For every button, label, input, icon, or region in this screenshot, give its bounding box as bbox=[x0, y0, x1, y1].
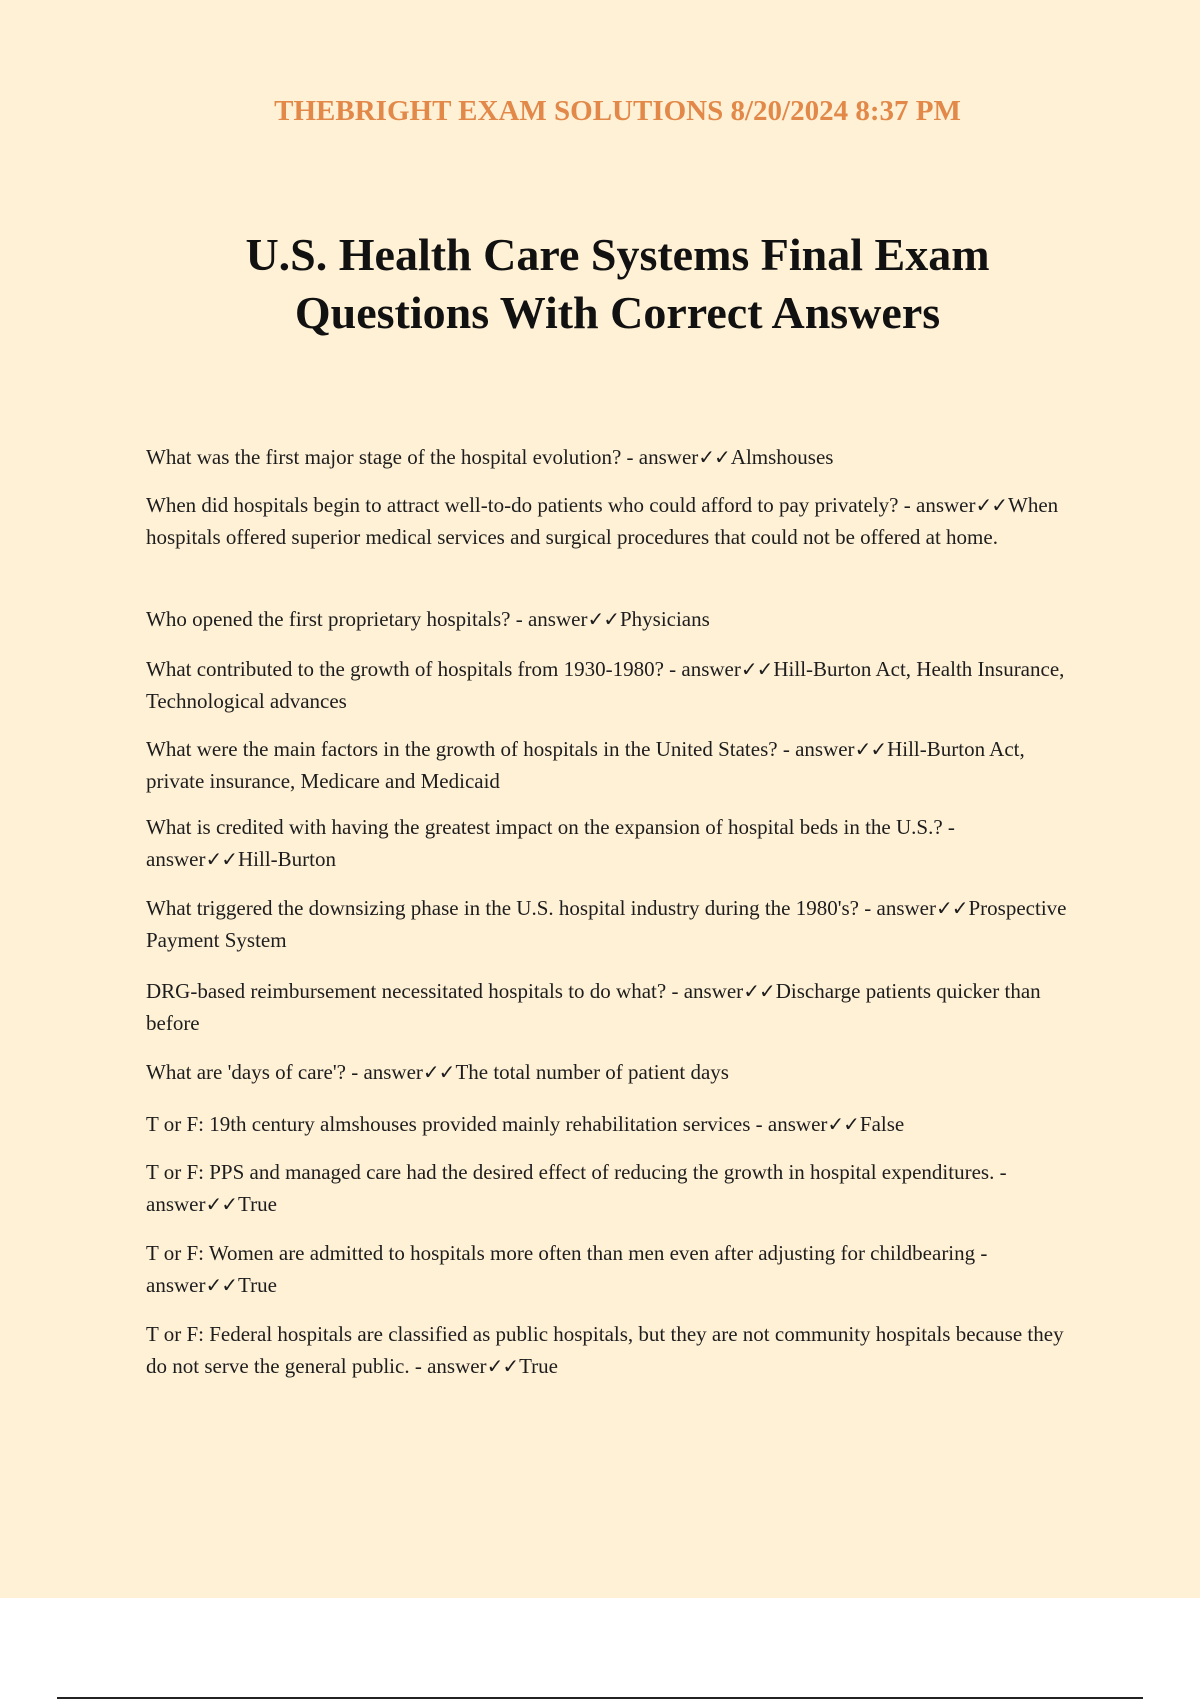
answer-text: True bbox=[519, 1354, 558, 1378]
answer-text: When hospitals offered superior medical services and surgical procedures that could not be offered at home. bbox=[146, 493, 1059, 549]
title-line-2: Questions With Correct Answers bbox=[294, 287, 941, 338]
question-text: T or F: PPS and managed care had the desired effect of reducing the growth in hospital expenditures. - bbox=[146, 1160, 1007, 1184]
check-icon: ✓✓ bbox=[486, 1354, 519, 1378]
check-icon: ✓✓ bbox=[935, 896, 968, 920]
answer-prefix: answer bbox=[767, 1112, 828, 1136]
answer-prefix: answer bbox=[427, 1354, 487, 1378]
page-header: THEBRIGHT EXAM SOLUTIONS 8/20/2024 8:37 PM bbox=[274, 95, 961, 127]
answer-prefix: answer bbox=[876, 896, 936, 920]
question-text: When did hospitals begin to attract well-to-do patients who could afford to pay privately? - bbox=[146, 493, 916, 517]
check-icon: ✓✓ bbox=[740, 657, 773, 681]
qa-item-3 bbox=[146, 603, 1086, 635]
answer-text: Prospective Payment System bbox=[146, 896, 1067, 952]
question-text: What is credited with having the greatest impact on the expansion of hospital beds in the U.S.? - bbox=[146, 815, 955, 839]
answer-prefix: answer bbox=[916, 493, 976, 517]
qa-item-8 bbox=[146, 975, 1086, 1039]
question-text: DRG-based reimbursement necessitated hospitals to do what? - bbox=[146, 979, 684, 1003]
check-icon: ✓✓ bbox=[422, 1060, 455, 1084]
answer-text: Physicians bbox=[619, 607, 710, 631]
footer-divider bbox=[57, 1697, 1143, 1699]
qa-item-13 bbox=[146, 1318, 1086, 1382]
check-icon: ✓✓ bbox=[854, 737, 887, 761]
question-text: T or F: Federal hospitals are classified as public hospitals, but they are not community hospitals because they do not serve the general public. - bbox=[146, 1322, 1064, 1378]
answer-text: False bbox=[859, 1112, 905, 1136]
answer-prefix: answer bbox=[527, 607, 588, 631]
qa-item-7 bbox=[146, 892, 1086, 956]
qa-item-11 bbox=[146, 1156, 1086, 1220]
check-icon: ✓✓ bbox=[587, 607, 619, 631]
check-icon: ✓✓ bbox=[205, 1273, 237, 1297]
question-text: What are 'days of care'? - bbox=[146, 1060, 364, 1084]
answer-prefix: answer bbox=[795, 737, 855, 761]
question-text: Who opened the first proprietary hospitals? - bbox=[146, 607, 528, 631]
qa-item-5 bbox=[146, 733, 1086, 797]
answer-prefix: answer bbox=[363, 1060, 423, 1084]
question-text: What were the main factors in the growth of hospitals in the United States? - bbox=[146, 737, 796, 761]
answer-text: Almshouses bbox=[730, 445, 834, 469]
check-icon: ✓✓ bbox=[698, 445, 730, 469]
qa-item-2 bbox=[146, 489, 1086, 553]
answer-prefix: answer bbox=[683, 979, 744, 1003]
check-icon: ✓✓ bbox=[975, 493, 1007, 517]
answer-text: True bbox=[238, 1273, 277, 1297]
answer-text: True bbox=[238, 1192, 277, 1216]
check-icon: ✓✓ bbox=[205, 847, 237, 871]
qa-item-9 bbox=[146, 1056, 1086, 1088]
question-text: What contributed to the growth of hospitals from 1930-1980? - bbox=[146, 657, 682, 681]
answer-prefix: answer bbox=[638, 445, 699, 469]
qa-item-4 bbox=[146, 653, 1086, 717]
check-icon: ✓✓ bbox=[827, 1112, 859, 1136]
answer-text: Hill-Burton bbox=[238, 847, 336, 871]
question-text: What was the first major stage of the hospital evolution? - bbox=[146, 445, 639, 469]
answer-text: Hill-Burton Act, Health Insurance, Technological advances bbox=[146, 657, 1065, 713]
answer-prefix: answer bbox=[681, 657, 741, 681]
answer-prefix: answer bbox=[146, 1273, 206, 1297]
question-text: T or F: 19th century almshouses provided mainly rehabilitation services - bbox=[146, 1112, 768, 1136]
page-title bbox=[0, 226, 1200, 342]
answer-prefix: answer bbox=[146, 847, 206, 871]
answer-text: Hill-Burton Act, private insurance, Medicare and Medicaid bbox=[146, 737, 1025, 793]
check-icon: ✓✓ bbox=[743, 979, 775, 1003]
qa-item-12 bbox=[146, 1237, 1086, 1301]
qa-item-6 bbox=[146, 811, 1086, 875]
question-text: What triggered the downsizing phase in the U.S. hospital industry during the 1980's? - bbox=[146, 896, 877, 920]
answer-prefix: answer bbox=[146, 1192, 206, 1216]
title-line-1: U.S. Health Care Systems Final Exam bbox=[245, 229, 990, 280]
qa-item-1 bbox=[146, 441, 1086, 473]
qa-item-10 bbox=[146, 1108, 1086, 1140]
check-icon: ✓✓ bbox=[205, 1192, 237, 1216]
answer-text: The total number of patient days bbox=[455, 1060, 729, 1084]
question-text: T or F: Women are admitted to hospitals more often than men even after adjusting for childbearing - bbox=[146, 1241, 988, 1265]
answer-text: Discharge patients quicker than before bbox=[146, 979, 1041, 1035]
